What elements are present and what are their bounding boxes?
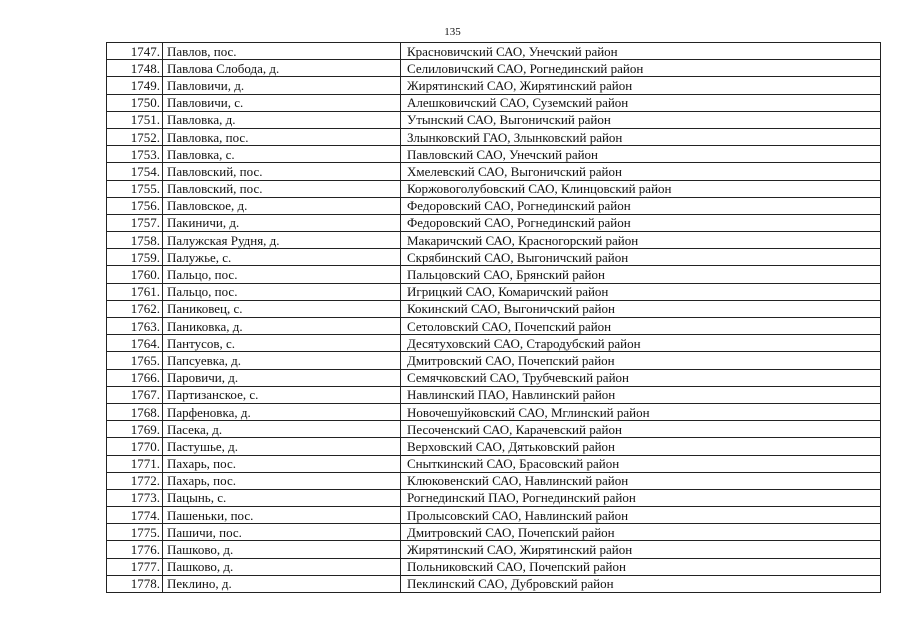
district-cell: Красновичский САО, Унечский район — [401, 43, 881, 60]
settlement-name-cell: Паниковка, д. — [163, 318, 401, 335]
district-cell: Игрицкий САО, Комаричский район — [401, 283, 881, 300]
settlement-name-cell: Павловка, д. — [163, 111, 401, 128]
table-row — [107, 214, 881, 231]
district-cell: Макаричский САО, Красногорский район — [401, 232, 881, 249]
district-cell: Навлинский ПАО, Навлинский район — [401, 386, 881, 403]
district-cell: Пальцовский САО, Брянский район — [401, 266, 881, 283]
row-number-cell: 1759. — [107, 249, 163, 266]
table-row — [107, 489, 881, 506]
settlement-name-cell: Пальцо, пос. — [163, 283, 401, 300]
row-number-cell: 1758. — [107, 232, 163, 249]
settlement-name-cell: Паровичи, д. — [163, 369, 401, 386]
table-row — [107, 524, 881, 541]
row-number-cell: 1770. — [107, 438, 163, 455]
table-row — [107, 335, 881, 352]
row-number-cell: 1776. — [107, 541, 163, 558]
settlements-table — [106, 42, 881, 593]
row-number-cell: 1761. — [107, 283, 163, 300]
settlement-name-cell: Пашеньки, пос. — [163, 507, 401, 524]
settlement-name-cell: Павловское, д. — [163, 197, 401, 214]
table-row — [107, 163, 881, 180]
settlement-name-cell: Павлова Слобода, д. — [163, 60, 401, 77]
settlement-name-cell: Пашково, д. — [163, 558, 401, 575]
settlement-name-cell: Пасека, д. — [163, 421, 401, 438]
table-row — [107, 111, 881, 128]
table-row — [107, 283, 881, 300]
district-cell: Пеклинский САО, Дубровский район — [401, 575, 881, 592]
settlement-name-cell: Палужская Рудня, д. — [163, 232, 401, 249]
district-cell: Скрябинский САО, Выгоничский район — [401, 249, 881, 266]
table-row — [107, 352, 881, 369]
table-row — [107, 266, 881, 283]
district-cell: Дмитровский САО, Почепский район — [401, 352, 881, 369]
district-cell: Песоченский САО, Карачевский район — [401, 421, 881, 438]
settlement-name-cell: Павловичи, с. — [163, 94, 401, 111]
settlement-name-cell: Паниковец, с. — [163, 300, 401, 317]
district-cell: Злынковский ГАО, Злынковский район — [401, 128, 881, 145]
row-number-cell: 1747. — [107, 43, 163, 60]
settlement-name-cell: Павловка, с. — [163, 146, 401, 163]
table-row — [107, 300, 881, 317]
row-number-cell: 1774. — [107, 507, 163, 524]
row-number-cell: 1756. — [107, 197, 163, 214]
table-row — [107, 438, 881, 455]
table-row — [107, 146, 881, 163]
row-number-cell: 1750. — [107, 94, 163, 111]
settlement-name-cell: Пантусов, с. — [163, 335, 401, 352]
district-cell: Польниковский САО, Почепский район — [401, 558, 881, 575]
page-number: 135 — [444, 26, 461, 38]
settlement-name-cell: Павлов, пос. — [163, 43, 401, 60]
table-row — [107, 60, 881, 77]
row-number-cell: 1752. — [107, 128, 163, 145]
row-number-cell: 1749. — [107, 77, 163, 94]
district-cell: Кокинский САО, Выгоничский район — [401, 300, 881, 317]
row-number-cell: 1778. — [107, 575, 163, 592]
settlement-name-cell: Павловка, пос. — [163, 128, 401, 145]
table-row — [107, 180, 881, 197]
district-cell: Новочешуйковский САО, Мглинский район — [401, 403, 881, 420]
row-number-cell: 1755. — [107, 180, 163, 197]
district-cell: Селиловичский САО, Рогнединский район — [401, 60, 881, 77]
table-row — [107, 421, 881, 438]
table-row — [107, 369, 881, 386]
settlements-table-body — [107, 43, 881, 593]
row-number-cell: 1753. — [107, 146, 163, 163]
settlement-name-cell: Пальцо, пос. — [163, 266, 401, 283]
settlement-name-cell: Пашичи, пос. — [163, 524, 401, 541]
row-number-cell: 1762. — [107, 300, 163, 317]
district-cell: Семячковский САО, Трубчевский район — [401, 369, 881, 386]
row-number-cell: 1768. — [107, 403, 163, 420]
table-row — [107, 197, 881, 214]
district-cell: Жирятинский САО, Жирятинский район — [401, 541, 881, 558]
table-row — [107, 77, 881, 94]
table-row — [107, 232, 881, 249]
settlement-name-cell: Пахарь, пос. — [163, 455, 401, 472]
district-cell: Жирятинский САО, Жирятинский район — [401, 77, 881, 94]
table-row — [107, 472, 881, 489]
settlement-name-cell: Пеклино, д. — [163, 575, 401, 592]
row-number-cell: 1773. — [107, 489, 163, 506]
row-number-cell: 1754. — [107, 163, 163, 180]
settlement-name-cell: Пахарь, пос. — [163, 472, 401, 489]
row-number-cell: 1757. — [107, 214, 163, 231]
settlement-name-cell: Парфеновка, д. — [163, 403, 401, 420]
district-cell: Хмелевский САО, Выгоничский район — [401, 163, 881, 180]
settlement-name-cell: Пацынь, с. — [163, 489, 401, 506]
row-number-cell: 1771. — [107, 455, 163, 472]
settlement-name-cell: Павловский, пос. — [163, 163, 401, 180]
table-row — [107, 558, 881, 575]
row-number-cell: 1777. — [107, 558, 163, 575]
row-number-cell: 1766. — [107, 369, 163, 386]
row-number-cell: 1764. — [107, 335, 163, 352]
settlement-name-cell: Пакиничи, д. — [163, 214, 401, 231]
table-row — [107, 386, 881, 403]
table-row — [107, 541, 881, 558]
district-cell: Сетоловский САО, Почепский район — [401, 318, 881, 335]
row-number-cell: 1765. — [107, 352, 163, 369]
row-number-cell: 1760. — [107, 266, 163, 283]
table-row — [107, 128, 881, 145]
row-number-cell: 1751. — [107, 111, 163, 128]
row-number-cell: 1763. — [107, 318, 163, 335]
table-row — [107, 507, 881, 524]
row-number-cell: 1772. — [107, 472, 163, 489]
settlement-name-cell: Пастушье, д. — [163, 438, 401, 455]
district-cell: Алешковичский САО, Суземский район — [401, 94, 881, 111]
row-number-cell: 1767. — [107, 386, 163, 403]
table-row — [107, 318, 881, 335]
settlement-name-cell: Папсуевка, д. — [163, 352, 401, 369]
settlement-name-cell: Пашково, д. — [163, 541, 401, 558]
district-cell: Коржовоголубовский САО, Клинцовский район — [401, 180, 881, 197]
district-cell: Павловский САО, Унечский район — [401, 146, 881, 163]
table-row — [107, 575, 881, 592]
district-cell: Клюковенский САО, Навлинский район — [401, 472, 881, 489]
table-row — [107, 403, 881, 420]
row-number-cell: 1775. — [107, 524, 163, 541]
district-cell: Дмитровский САО, Почепский район — [401, 524, 881, 541]
district-cell: Сныткинский САО, Брасовский район — [401, 455, 881, 472]
district-cell: Пролысовский САО, Навлинский район — [401, 507, 881, 524]
settlement-name-cell: Павловичи, д. — [163, 77, 401, 94]
table-row — [107, 249, 881, 266]
table-row — [107, 455, 881, 472]
settlement-name-cell: Павловский, пос. — [163, 180, 401, 197]
district-cell: Утынский САО, Выгоничский район — [401, 111, 881, 128]
district-cell: Верховский САО, Дятьковский район — [401, 438, 881, 455]
district-cell: Федоровский САО, Рогнединский район — [401, 214, 881, 231]
district-cell: Рогнединский ПАО, Рогнединский район — [401, 489, 881, 506]
settlement-name-cell: Палужье, с. — [163, 249, 401, 266]
row-number-cell: 1748. — [107, 60, 163, 77]
table-row — [107, 43, 881, 60]
settlement-name-cell: Партизанское, с. — [163, 386, 401, 403]
row-number-cell: 1769. — [107, 421, 163, 438]
district-cell: Федоровский САО, Рогнединский район — [401, 197, 881, 214]
table-row — [107, 94, 881, 111]
district-cell: Десятуховский САО, Стародубский район — [401, 335, 881, 352]
